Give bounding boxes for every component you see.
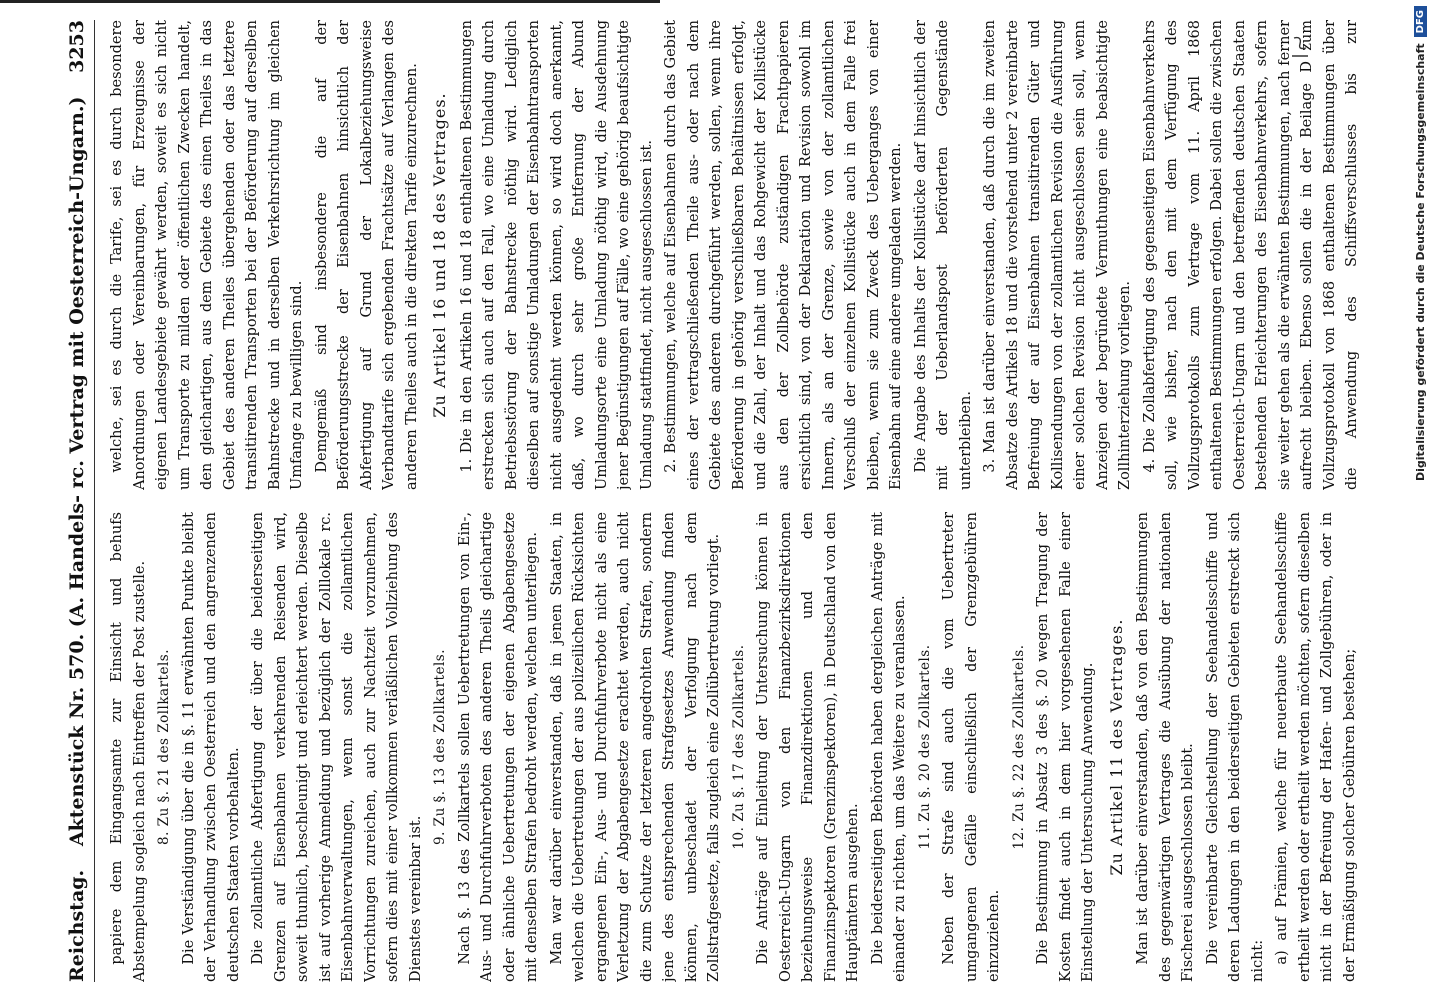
paragraph: 4. Die Zollabfertigung des gegenseitigen Eisenbahnverkehrs soll, wie bisher, nach den mit dem Verfügung des Vollzugsprotokolls zum Vertrage vom 11. April 1868 enthaltenen Bestimmungen erfolgen. Dabei sollen die zwischen Oesterreich-Ungarn und den betreffenden deutschen Staaten bestehenden Erleichterungen des Eisenbahnverkehrs, sofern sie weiter gehen als die erwähnten Bestimmungen, nach ferner aufrecht bleiben. Ebenso sollen die in der Beilage D zum Vollzugsprotokoll von 1868 enthaltenen Bestimmungen über die Anwendung des Schiffsverschlusses bis zur [1141,20,1360,490]
dfg-margin-credit [1404,6,1430,996]
section-heading: Zu Artikel 11 des Vertrages. [1106,618,1126,876]
rotated-document-page [20,0,1400,1000]
paragraph: Die vereinbarte Gleichstellung der Seehandelsschiffe und deren Ladungen in den beiderseitigen Gebieten erstreckt sich nicht: [1204,512,1266,982]
column-right [106,20,1360,490]
subsection-label: 8. Zu §. 21 des Zollkartels. [156,649,172,845]
paragraph: Die Anträge auf Einleitung der Untersuchung können in Oesterreich-Ungarn von den Finanzbezirksdirektionen beziehungsweise Finanzdirektionen und den Finanzinspektoren (Grenzinspektoren), in Deutschland von den Hauptämtern ausgehen. [755,512,861,982]
paragraph: Die Verständigung über die in §. 11 erwähnten Punkte bleibt der Verhandlung zwischen Oesterreich und den angrenzenden deutschen Staaten vorbehalten. [180,512,242,982]
paragraph: Die zollamtliche Abfertigung der über die beiderseitigen Grenzen auf Eisenbahnen verkehrenden Reisenden wird, soweit thunlich, beschleunigt und erleichtert werden. Dieselbe ist auf vorherige Anmeldung und bezüglich der Zolllokale rc. Eisenbahnverwaltungen, wenn sonst die zollamtlichen Vorrichtungen zureichen, auch zur Nachtzeit vorzunehmen, sofern dies mit einer vollkommen verläßlichen Vollziehung des Dienstes vereinbar ist. [250,512,424,982]
paragraph: Neben der Strafe sind auch die vom Uebertreter umgangenen Gefälle einschließlich der Grenzgebühren einzuziehen. [941,512,1002,982]
paragraph: Die beiderseitigen Behörden haben dergleichen Anträge mit einander zu richten, um das Weitere zu veranlassen. [869,512,908,982]
subsection-label: 10. Zu §. 17 des Zollkartels. [730,644,747,850]
paragraph: a) auf Prämien, welche für neuerbaute Seehandelsschiffe ertheilt werden oder ertheilt werden möchten, sofern dieselben nicht in der Befreiung der Hafen- und Zollgebühren, oder in der Ermäßigung solcher Gebühren bestehen; [1274,512,1358,982]
page-number: 3253 [66,20,88,73]
subsection-label: 9. Zu §. 13 des Zollkartels. [432,649,448,845]
subsection-label: 11. Zu §. 20 des Zollkartels. [916,644,933,850]
handwritten-mark [1288,34,1312,62]
paragraph: Man war darüber einverstanden, daß in jenen Staaten, in welchen die Uebertretungen der aus polizeilichen Rücksichten ergangenen Ein-, Aus- und Durchfuhrverbote nicht als eine Verletzung der Abgabengesetze erachtet werden, auch nicht die zum Schutze der letzteren angedrohten Strafen, sondern jene des entsprechenden Strafgesetzes Anwendung finden können, unbeschadet der Verfolgung nach dem Zollstrafgesetze, falls zugleich eine Zollübertretung vorliegt. [548,512,722,982]
paragraph: Demgemäß sind insbesondere die auf der Beförderungsstrecke der Eisenbahnen hinsichtlich der Abfertigung auf Grund der Lokalbeziehungsweise Verbandtarife sich ergebenden Frachtsätze auf Verlangen des anderen Theiles auch in die direkten Tarife einzurechnen. [313,20,420,490]
paragraph: 2. Bestimmungen, welche auf Eisenbahnen durch das Gebiet eines der vertragschließenden Theile aus- oder nach dem Gebiete des anderen durchgeführt werden, sollen, wenn ihre Beförderung in gehörig verschließbaren Behältnissen erfolgt, und die Zahl, der Inhalt und das Rohgewicht der Kollistücke aus den der Zollbehörde zuständigen Frachtpapieren ersichtlich sind, von der Deklaration und Revision sowohl im Innern, als an der Grenze, sowie von der zollamtlichen Verschluß der einzelnen Kollistücke auch in dem Falle frei bleiben, wenn sie zum Zweck des Ueberganges von einer Eisenbahn auf eine andere umgeladen werden. [663,20,904,490]
digitization-credit: Digitalisierung gefördert durch die Deutsche Forschungsgemeinschaft [1413,43,1427,482]
paragraph: Die Angabe des Inhalts der Kollistücke darf hinsichtlich der mit der Ueberlandspost beförderten Gegenstände unterbleiben. [912,20,974,490]
header-title: Aktenstück Nr. 570. (A. Handels- rc. Vertrag mit Oesterreich-Ungarn.) [66,96,88,847]
section-heading: Zu Artikel 16 und 18 des Vertrages. [430,92,449,418]
header-left: Reichstag. [66,869,88,982]
paragraph: 3. Man ist darüber einverstanden, daß durch die im zweiten Absatze des Artikels 18 und die vorstehend unter 2 vereinbarte Befreiung der auf Eisenbahnen transitirenden Güter und Kollisendungen von der zollamtlichen Revision die Ausführung einer solchen Revision nicht ausgeschlossen sein soll, wenn Anzeigen oder begründete Vermuthungen eine beabsichtigte Zollhinterziehung vorliegen. [982,20,1133,490]
column-left [106,512,1360,982]
text-columns [106,20,1360,982]
paragraph: Man ist darüber einverstanden, daß von den Bestimmungen des gegenwärtigen Vertrages die Ausübung der nationalen Fischerei ausgeschlossen bleibt. [1135,512,1196,982]
paragraph: 1. Die in den Artikeln 16 und 18 enthaltenen Bestimmungen erstrecken sich auch auf den Fall, wo eine Umladung durch Betriebsstörung der Bahnstrecke nöthig wird. Lediglich dieselben auf sonstige Umladungen der Eisenbahntransporten nicht ausgedehnt werden können, so wird doch anerkannt, daß, wo durch sehr große Entfernung der Abund Umladungsorte eine Umladung nöthig wird, die Ausdehnung jener Begünstigungen auf Fälle, wo eine gehörig beaufsichtigte Umladung stattfindet, nicht ausgeschlossen ist. [458,20,655,490]
paragraph: Nach §. 13 des Zollkartels sollen Uebertretungen von Ein-, Aus- und Durchfuhrverboten des anderen Theils gleichartige oder ähnliche Uebertretungen der eigenen Abgabengesetze mit denselben Strafen bedroht werden, welchen unterliegen. [456,512,540,982]
paragraph: Die Bestimmung in Absatz 3 des §. 20 wegen Tragung der Kosten findet auch in dem hier vorgesehenen Falle einer Einstellung der Untersuchung Anwendung. [1035,512,1096,982]
paragraph: welche, sei es durch die Tarife, sei es durch besondere Anordnungen oder Vereinbarungen, für Erzeugnisse der eigenen Landesgebiete gewährt werden, soweit es sich nicht um Transporte zu milden oder öffentlichen Zwecken handelt, den gleichartigen, aus dem Gebiete des einen Theiles in das Gebiet des anderen Theiles übergehenden oder das letztere transitirenden Transporten bei der Beförderung auf derselben Bahnstrecke und in derselben Verkehrsrichtung im gleichen Umfange zu bewilligen sind. [109,20,305,490]
dfg-badge: DFG [1414,6,1427,37]
page-header [60,20,95,982]
paragraph: papiere dem Eingangsamte zur Einsicht und behufs Abstempelung sogleich nach Eintreffen der Post zustelle. [109,512,148,982]
subsection-label: 12. Zu §. 22 des Zollkartels. [1010,644,1027,850]
